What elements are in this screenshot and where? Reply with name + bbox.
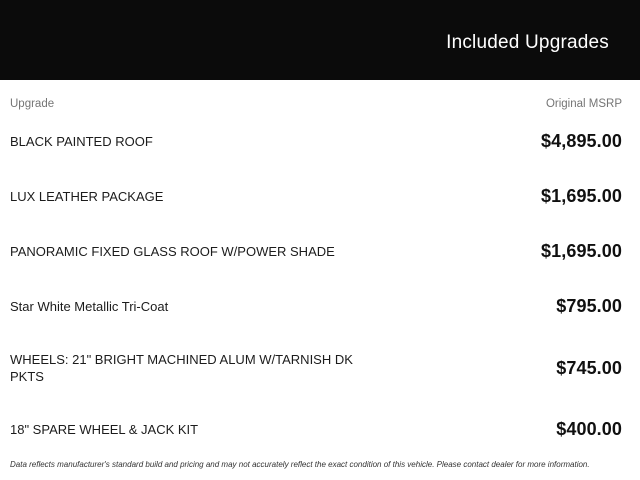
upgrade-msrp-price: $795.00 [556,296,622,316]
upgrade-row [0,169,640,224]
upgrade-row [0,224,640,279]
column-header-original-msrp: Original MSRP [545,98,622,110]
upgrade-msrp-price: $4,895.00 [541,131,622,151]
upgrade-name: WHEELS: 21" BRIGHT MACHINED ALUM W/TARNISH DK PKTS [10,352,353,384]
upgrade-msrp-price: $1,695.00 [541,186,622,206]
upgrade-name: PANORAMIC FIXED GLASS ROOF W/POWER SHADE [10,244,335,259]
upgrade-row [0,279,640,334]
upgrade-name: LUX LEATHER PACKAGE [10,189,164,204]
upgrade-name: BLACK PAINTED ROOF [10,134,153,149]
table-column-header [0,80,640,110]
upgrade-msrp-price: $745.00 [556,357,622,378]
column-header-upgrade: Upgrade [10,98,55,110]
page-title: Included Upgrades [446,32,609,53]
upgrade-row [0,114,640,169]
included-upgrades-header [0,0,640,80]
upgrade-name: Star White Metallic Tri-Coat [10,299,169,314]
upgrade-msrp-price: $400.00 [556,419,622,439]
upgrades-table [0,114,640,457]
upgrade-name: 18" SPARE WHEEL & JACK KIT [10,422,199,437]
upgrade-msrp-price: $1,695.00 [541,241,622,261]
disclaimer-text: Data reflects manufacturer's standard build and pricing and may not accurately reflect the exact condition of this vehicle. Please contact dealer for more information. [10,460,590,469]
upgrade-row [0,402,640,457]
upgrade-row [0,334,640,402]
